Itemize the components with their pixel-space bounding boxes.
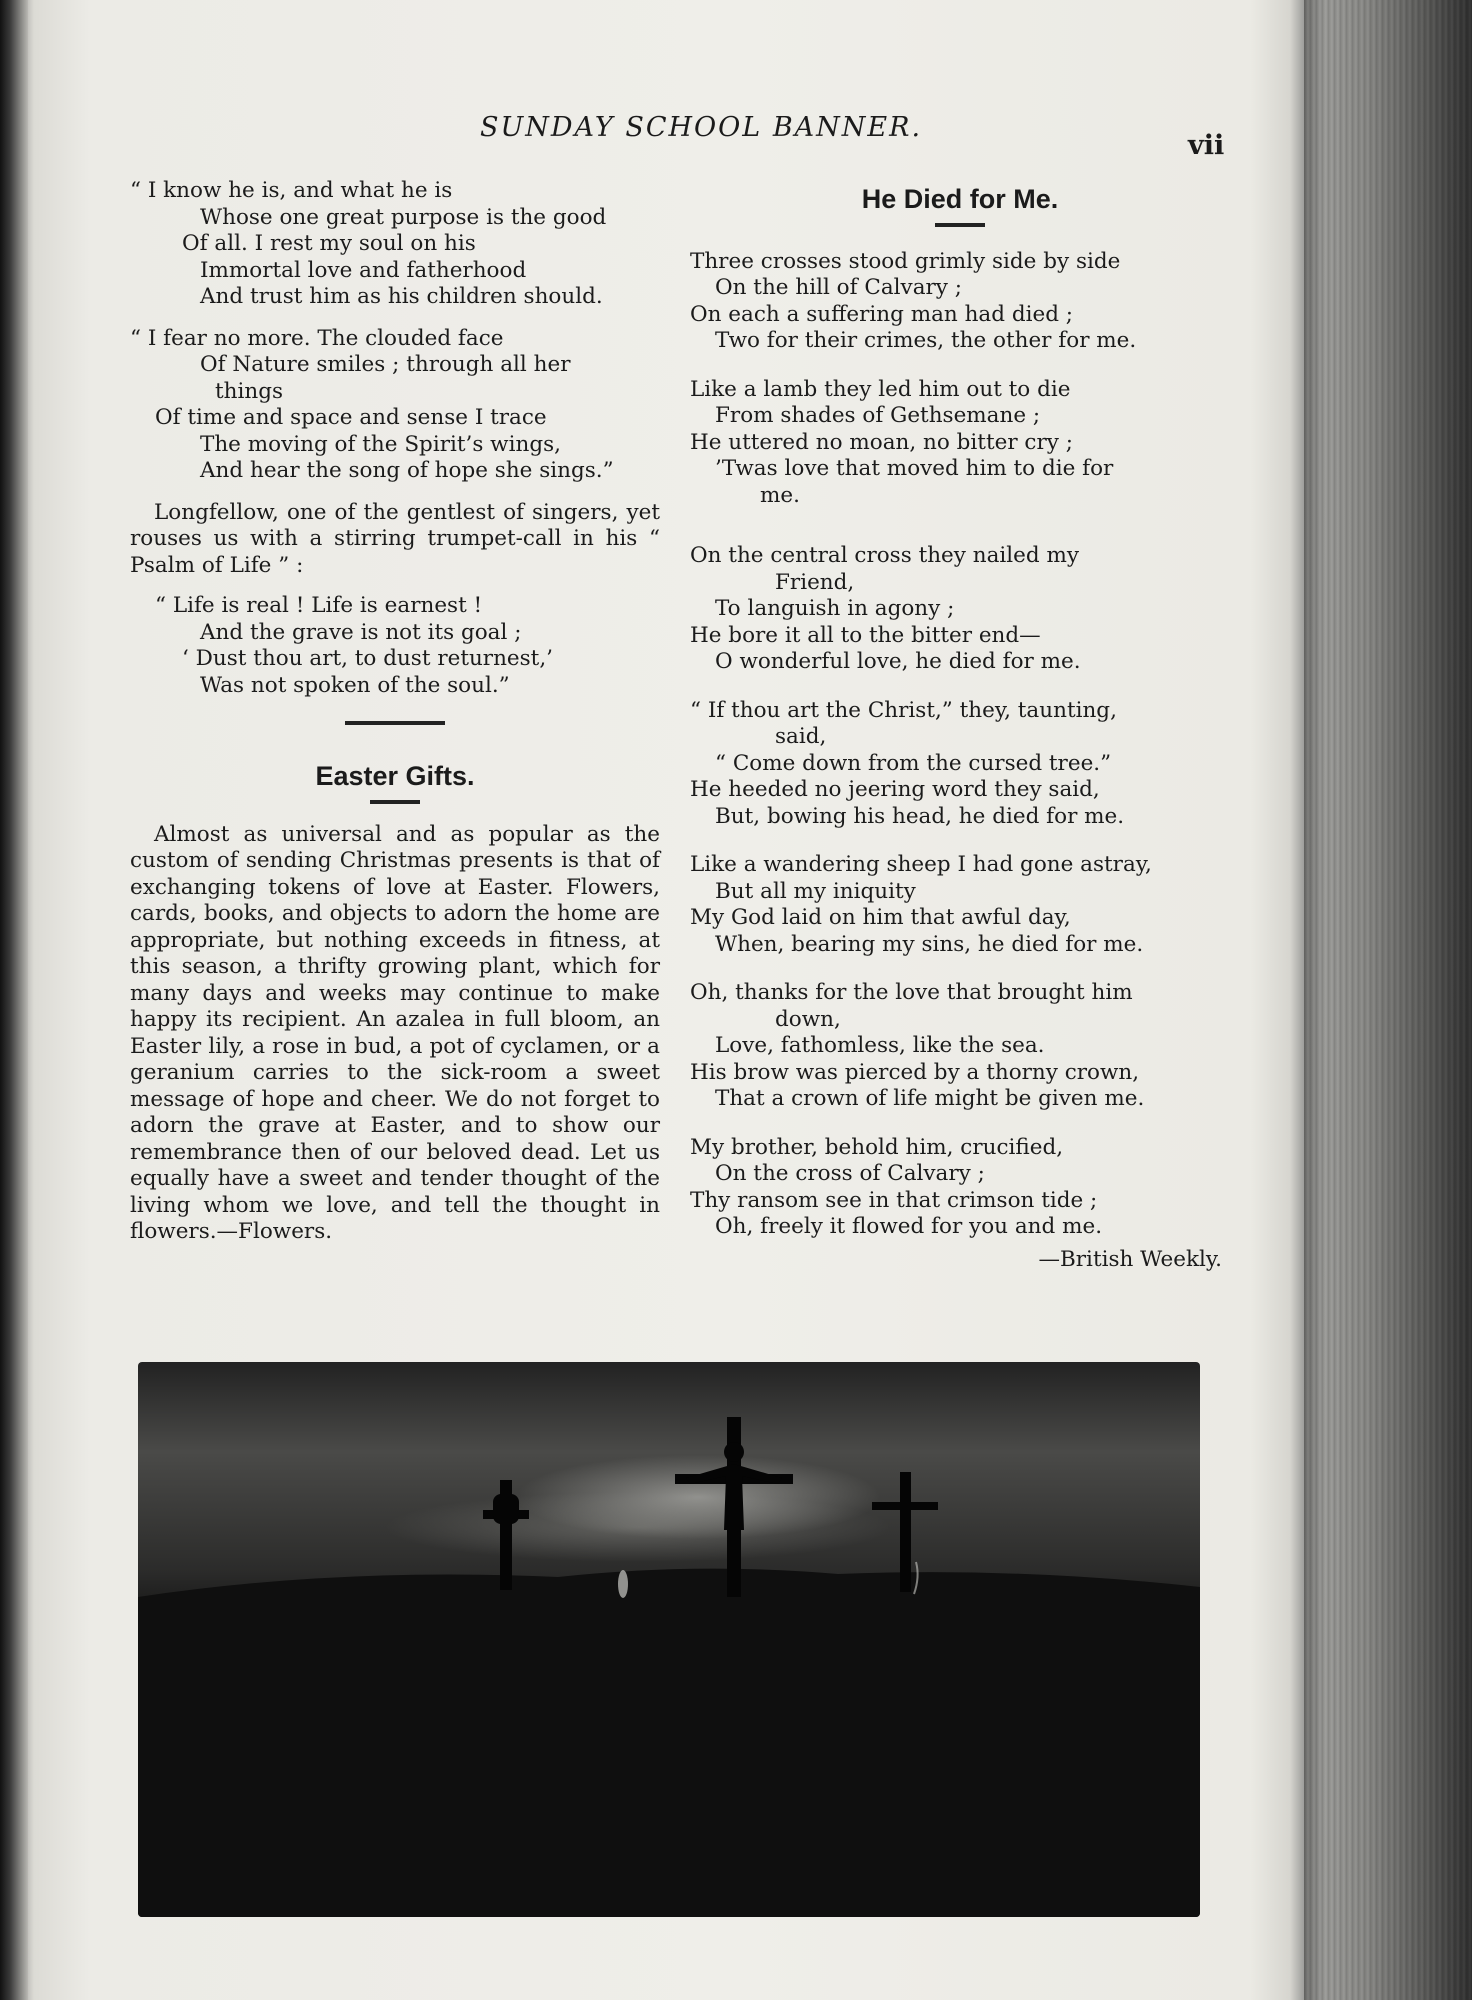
calvary-silhouette-graphic — [138, 1362, 1200, 1917]
verse-line: But, bowing his head, he died for me. — [715, 803, 1125, 829]
verse-line: And the grave is not its goal ; — [200, 619, 522, 645]
verse-line: “ If thou art the Christ,” they, taunting, — [690, 697, 1117, 723]
verse-line: Immortal love and fatherhood — [200, 257, 527, 283]
verse-line: Of all. I rest my soul on his — [182, 231, 476, 256]
book-page-edges — [1304, 0, 1472, 2000]
poem-stanza — [690, 980, 1230, 1113]
verse-line: On the central cross they nailed my — [690, 543, 1080, 568]
poem-stanza — [130, 326, 660, 485]
article-title: Easter Gifts. — [315, 761, 475, 791]
verse-line: To languish in agony ; — [715, 596, 955, 621]
three-crosses-illustration — [138, 1362, 1200, 1917]
verse-line: ‘ Dust thou art, to dust returnest,’ — [182, 646, 553, 671]
verse-line: Oh, thanks for the love that brought him — [690, 980, 1133, 1005]
section-divider — [345, 721, 445, 725]
verse-line: On the hill of Calvary ; — [715, 275, 963, 300]
left-column — [130, 178, 660, 1260]
verse-line: From shades of Gethsemane ; — [715, 403, 1041, 428]
verse-line: He uttered no moan, no bitter cry ; — [690, 429, 1073, 455]
verse-line: ’Twas love that moved him to die for — [715, 456, 1114, 481]
verse-line: things — [215, 378, 284, 404]
verse-line: My God laid on him that awful day, — [690, 905, 1071, 930]
poem-stanza — [690, 543, 1230, 676]
poem-title: He Died for Me. — [861, 184, 1059, 214]
verse-line: On each a suffering man had died ; — [690, 301, 1074, 327]
verse-line: “ Come down from the cursed tree.” — [715, 750, 1112, 776]
verse-line: That a crown of life might be given me. — [715, 1086, 1145, 1111]
poem-stanza — [130, 593, 660, 699]
verse-line: Was not spoken of the soul.” — [200, 672, 510, 698]
verse-line: He bore it all to the bitter end— — [690, 622, 1041, 648]
verse-line: Oh, freely it flowed for you and me. — [715, 1214, 1103, 1239]
verse-line: Whose one great purpose is the good — [200, 204, 607, 230]
verse-line: “ I fear no more. The clouded face — [130, 325, 504, 351]
verse-line: Three crosses stood grimly side by side — [690, 248, 1121, 274]
verse-line: me. — [760, 482, 800, 508]
verse-line: Two for their crimes, the other for me. — [715, 328, 1137, 353]
verse-line: He heeded no jeering word they said, — [690, 777, 1100, 802]
verse-line: Thy ransom see in that crimson tide ; — [690, 1187, 1098, 1213]
running-title: SUNDAY SCHOOL BANNER. — [480, 112, 923, 143]
verse-line: Love, fathomless, like the sea. — [715, 1033, 1045, 1058]
prose-paragraph: Longfellow, one of the gentlest of singers, yet rouses us with a stirring trumpet-call in his “ Psalm of Life ” : — [130, 499, 660, 578]
verse-line: Of time and space and sense I trace — [155, 405, 547, 430]
verse-line: My brother, behold him, crucified, — [690, 1134, 1064, 1160]
page-number: vii — [1188, 130, 1225, 161]
mourner-figure — [618, 1570, 628, 1598]
verse-line: And hear the song of hope she sings.” — [200, 458, 614, 483]
verse-line: Friend, — [775, 569, 855, 595]
title-rule — [370, 800, 420, 804]
verse-line: And trust him as his children should. — [200, 284, 603, 309]
verse-line: When, bearing my sins, he died for me. — [715, 931, 1144, 957]
attribution: —British Weekly. — [1038, 1246, 1222, 1272]
poem-stanza — [690, 249, 1230, 355]
poem-stanza — [690, 698, 1230, 831]
verse-line: O wonderful love, he died for me. — [715, 649, 1081, 674]
verse-line: But all my iniquity — [715, 878, 916, 904]
title-rule — [935, 223, 985, 227]
left-cross-icon — [483, 1480, 529, 1590]
verse-line: His brow was pierced by a thorny crown, — [690, 1059, 1140, 1085]
right-column — [690, 178, 1230, 1273]
verse-line: Of Nature smiles ; through all her — [200, 352, 571, 377]
verse-line: down, — [775, 1006, 841, 1032]
book-spine-shadow — [0, 0, 28, 2000]
verse-line: Like a wandering sheep I had gone astray, — [690, 852, 1152, 877]
poem-stanza — [690, 852, 1230, 958]
verse-line: said, — [775, 724, 827, 749]
verse-line: “ Life is real ! Life is earnest ! — [155, 593, 483, 618]
verse-line: On the cross of Calvary ; — [715, 1161, 985, 1186]
verse-line: The moving of the Spirit’s wings, — [200, 431, 561, 457]
article-body: Almost as universal and as popular as the custom of sending Christmas presents is that of exchanging tokens of love at Easter. Flowers, cards, books, and objects to adorn the home are appropriate, but nothing exceeds in fitness, at this season, a thrifty growing plant, which for many days and weeks may continue to make happy its recipient. An azalea in full bloom, an Easter lily, a rose in bud, a pot of cyclamen, or a geranium carries to the sick-room a sweet message of hope and cheer. We do not forget to adorn the grave at Easter, and to show our remembrance then of our beloved dead. Let us equally have a sweet and tender thought of the living whom we love, and tell the thought in flowers.—Flowers. — [130, 821, 660, 1244]
poem-stanza — [130, 178, 660, 311]
verse-line: Like a lamb they led him out to die — [690, 376, 1071, 402]
verse-line: “ I know he is, and what he is — [130, 178, 453, 203]
hill-silhouette — [138, 1569, 1200, 1917]
poem-stanza — [690, 1135, 1230, 1241]
poem-stanza — [690, 377, 1230, 510]
